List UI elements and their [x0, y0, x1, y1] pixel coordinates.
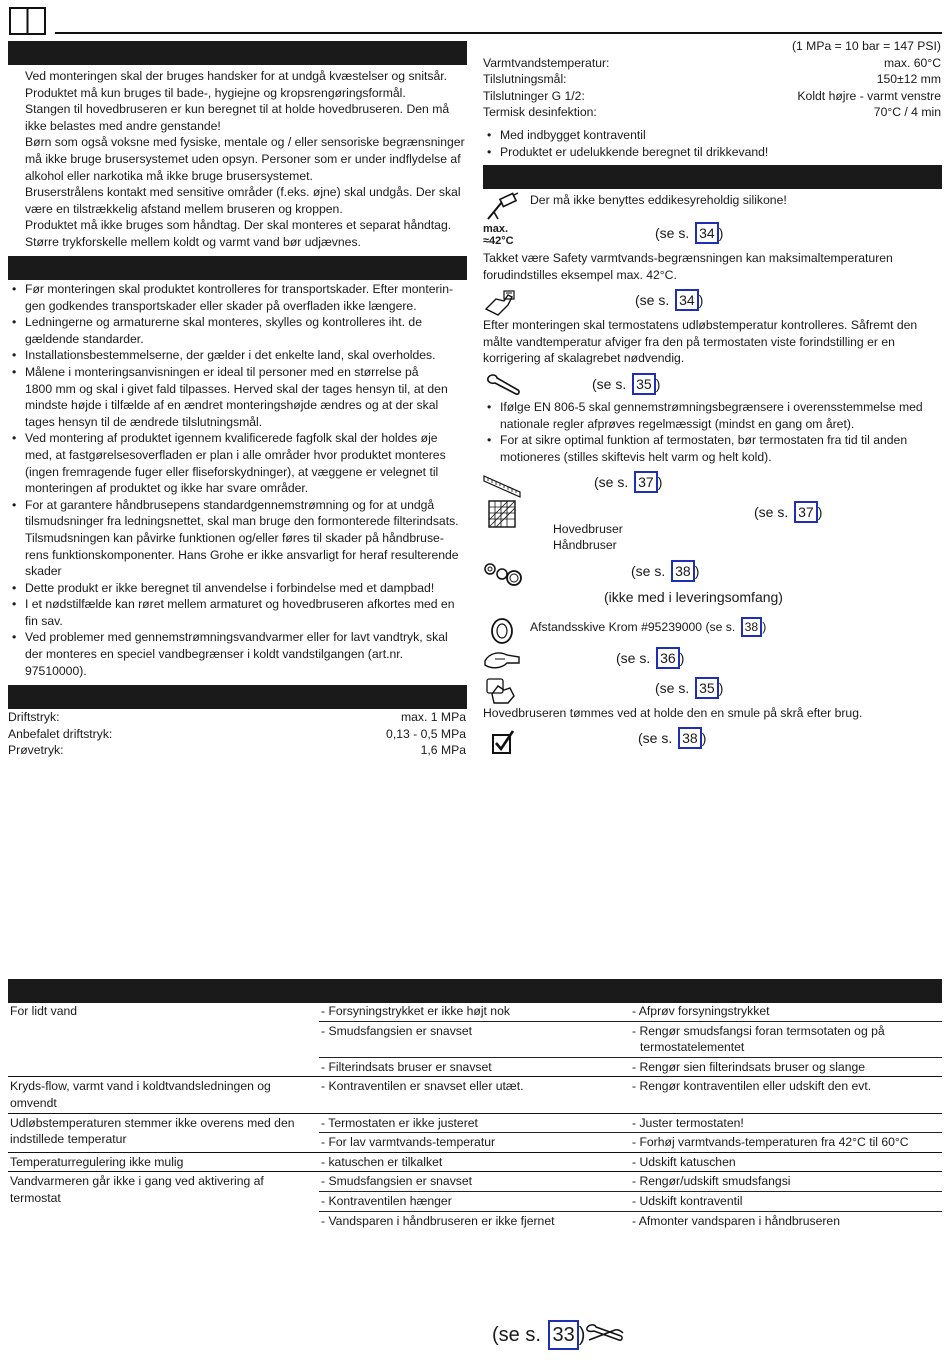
spec-row: Varmtvandstemperatur: max. 60°C [483, 55, 941, 70]
link-page-35[interactable]: 35 [632, 373, 656, 395]
footer-page-reference: (se s. 33 ) [492, 1320, 585, 1350]
cause-cell: - katuschen er tilkalket [319, 1152, 630, 1172]
remedy-cell: - Udskift kontraventil [630, 1191, 942, 1211]
drain-text: Hovedbruseren tømmes ved at holde den en smule på skrå efter brug. [483, 706, 863, 720]
problem-cell: Vandvarmeren går ikke i gang ved aktivering af termostat [10, 1174, 264, 1205]
safety-line: Produktet må ikke bruges som håndtag. Der skal monteres et separat håndtag. [25, 218, 452, 233]
cause-cell: - Forsyningstrykket er ikke højt nok [319, 1002, 630, 1021]
list-item: • Ved problemer med gennemstrømningsvandvarmer eller for lavt vandtryk, skal der monteres en speciel vandbegrænser i koldt vandstilgangen (art.nr. 97510000). [8, 629, 468, 679]
cleaning-hand-icon [483, 647, 521, 673]
safety-line: må ikke bruge brusersystemet uden opsyn. Personer som er under indflydelse af [25, 151, 461, 166]
list-item: • Produktet er udelukkende beregnet til drikkevand! [483, 144, 941, 161]
link-page-34[interactable]: 34 [675, 289, 699, 311]
list-item: • Før monteringen skal produktet kontrolleres for transportskader. Efter monterin- gen godkendes transportskader eller skader på overfladen ikke længere. [8, 281, 468, 314]
remedy-cell: - Juster termostaten! [630, 1113, 942, 1133]
safety-line: Stangen til hovedbruseren er kun beregnet til at holde hovedbruseren. Den må [25, 102, 450, 117]
remedy-cell: - Rengør kontraventilen eller udskift den evt. [630, 1077, 942, 1113]
cause-cell: - Vandsparen i håndbruseren er ikke fjernet [321, 1213, 555, 1228]
ruler-icon [483, 470, 521, 498]
remedy-cell: - Afprøv forsyningstrykket [630, 1002, 942, 1021]
page-reference: (se s. 38 ) [638, 727, 706, 749]
list-item: • Dette produkt er ikke beregnet til anvendelse i forbindelse med et dampbad! [8, 580, 468, 597]
spacer-disc-text: Afstandsskive Krom #95239000 (se s. 38 ) [530, 617, 766, 637]
cause-cell: - Kontraventilen er snavset eller utæt. [319, 1077, 630, 1113]
link-page-35[interactable]: 35 [695, 677, 719, 699]
safety-line: Produktet må kun bruges til bade-, hygiejne og kropsrengøringsformål. [25, 85, 406, 100]
list-item: • For at sikre optimal funktion af termostaten, bør termostaten fra tid til anden motioneres (stilles skiftevis helt varm og helt kold). [483, 432, 941, 465]
table-row [8, 1113, 942, 1133]
troubleshooting-table [8, 1002, 942, 1230]
list-item: • Installationsbestemmelserne, der gælder i det enkelte land, skal overholdes. [8, 347, 468, 364]
spec-row: Tilslutningsmål: 150±12 mm [483, 72, 941, 87]
section-bar-troubleshooting [8, 979, 942, 1003]
link-page-37[interactable]: 37 [634, 471, 658, 493]
thermostat-check-text: Efter monteringen skal termostatens udløbstemperatur kontrolleres. Såfremt den målte vandtemperatur afviger fra den på termostaten viste forindstilling er en korrigering af skalagrebet nødvendig. [483, 318, 918, 366]
book-icon [9, 7, 46, 35]
safety-line: Ved monteringen skal der bruges handsker for at undgå kvæstelser og snitsår. [25, 69, 448, 83]
problem-cell: Udløbstemperaturen stemmer ikke overens med den indstillede temperatur [8, 1113, 319, 1152]
link-page-38[interactable]: 38 [671, 560, 695, 582]
tools-icon [585, 1322, 625, 1346]
pressure-note: (1 MPa = 10 bar = 147 PSI) [791, 39, 941, 53]
safety-line: ikke belastes med andre genstande! [25, 118, 221, 133]
spec-row: Driftstryk: max. 1 MPa [8, 710, 466, 724]
thermostat-adjust-icon [484, 289, 518, 317]
safety-line: Bruserstrålens kontakt med sensitive områder (f.eks. øjne) skal undgås. Der skal [25, 185, 461, 200]
spray-pattern-icon [488, 500, 516, 528]
page-reference: (se s. 35 ) [655, 677, 723, 699]
remedy-cell: - Forhøj varmtvands-temperaturen fra 42°C til 60°C [630, 1133, 942, 1153]
table-row [8, 1152, 942, 1172]
link-page-36[interactable]: 36 [656, 647, 680, 669]
wrench-icon [484, 372, 522, 398]
spacer-ring-icon [489, 616, 515, 646]
list-item: • Ledningerne og armaturerne skal monteres, skylles og kontrolleres iht. de gældende standarder. [8, 314, 468, 347]
problem-cell: Temperaturregulering ikke mulig [8, 1152, 319, 1172]
technical-data-right [483, 38, 941, 160]
cause-cell: - Kontraventilen hænger [319, 1191, 630, 1211]
silicone-gun-icon [484, 192, 520, 222]
silicone-warning: Der må ikke benyttes eddikesyreholdig silikone! [530, 193, 787, 207]
checklist-icon [491, 729, 515, 755]
list-item: • I et nødstilfælde kan røret mellem armaturet og hovedbruseren afkortes med en fin sav. [8, 596, 468, 629]
section-bar-installation [8, 256, 467, 280]
problem-cell: For lidt vand [8, 1002, 319, 1077]
label-hovedbruser: Hovedbruser [553, 522, 623, 536]
operation-hand-icon [484, 676, 518, 704]
page-reference: (se s. 37 ) [754, 501, 822, 523]
label-handbruser: Håndbruser [553, 538, 617, 552]
page-reference: (se s. 38 ) [631, 560, 699, 582]
list-item: • For at garantere håndbrusерens standardgennemstrømning og for at undgå tilsmudsninger fra ledningsnettet, skal man bruge den formonterede filterindsats. Tilsmudsningen kan påvirke funktionen og/eller føres til skader på håndbruse- rens funktionskomponenter. Hans Grohe er ikke ansvarligt for heraf resulterende skader [8, 497, 468, 580]
problem-cell: Kryds-flow, varmt vand i koldtvandsledningen og omvendt [8, 1077, 319, 1113]
remedy-cell: - Udskift katuschen [630, 1152, 942, 1172]
table-row [8, 1172, 942, 1192]
link-page-34[interactable]: 34 [695, 222, 719, 244]
page-reference: (se s. 35 ) [592, 373, 660, 395]
spec-row: Tilslutninger G 1/2: Koldt højre - varmt venstre [483, 88, 941, 103]
list-item: • Ved montering af produktet igennem kvalificerede fagfolk skal der holdes øje med, at fastgørelsesoverfladen er plan i alle områder hvor produktet monteres (ingen fremragende fuger eller fliseforskydninger), at væggene er velegnet til monteringen af produktet og ikke har svare områder. [8, 430, 468, 496]
link-page-38[interactable]: 38 [678, 727, 702, 749]
cause-cell: - For lav varmtvands-temperatur [319, 1133, 630, 1153]
remedy-cell: - Rengør sien filterindsats bruser og slange [630, 1057, 942, 1077]
link-page-37[interactable]: 37 [794, 501, 818, 523]
table-row [8, 1077, 942, 1113]
safety-line: Større trykforskelle mellem koldt og varmt vand bør udjævnes. [25, 234, 361, 249]
table-row [8, 1002, 942, 1021]
section-bar-technical [8, 685, 467, 709]
page-reference: (se s. 37 ) [594, 471, 662, 493]
remedy-cell: - Rengør/udskift smudsfangsi [630, 1172, 942, 1192]
spec-row: Anbefalet driftstryk: 0,13 - 0,5 MPa [8, 726, 466, 741]
technical-data-left [8, 709, 466, 759]
spec-row: Prøvetryk: 1,6 MPa [8, 743, 466, 758]
cause-cell: - Smudsfangsien er snavset [319, 1021, 630, 1057]
safety-notes [25, 68, 465, 251]
spec-row: Termisk desinfektion: 70°C / 4 min [483, 105, 941, 120]
safety-limit-text: Takket være Safety varmtvands-begrænsningen kan maksimaltemperaturen forudindstilles eksempel max. 42°C. [483, 251, 893, 282]
safety-line: alkohol eller narkotika må ikke bruge brusersystemet. [25, 168, 313, 183]
max-temp-icon: max. ≈42°C [483, 223, 514, 247]
list-item: • Med indbygget kontraventil [483, 127, 941, 144]
cause-cell: - Termostaten er ikke justeret [319, 1113, 630, 1133]
safety-line: Børn som også voksne med fysiske, mentale og / eller sensoriske begrænsninger [25, 135, 465, 150]
spare-parts-icon [483, 561, 523, 587]
maintenance-notes [483, 399, 941, 465]
section-bar-safety [8, 41, 467, 65]
page-reference: (se s. 36 ) [616, 647, 684, 669]
remedy-cell: - Afmonter vandsparen i håndbruseren [632, 1213, 840, 1228]
not-included-note: (ikke med i leveringsomfang) [604, 589, 783, 605]
installation-notes [8, 281, 468, 679]
page-reference: (se s. 34 ) [635, 289, 703, 311]
safety-line: være en tilstrækkelig afstand mellem bruseren og kroppen. [25, 201, 343, 216]
section-bar-right [483, 165, 942, 189]
remedy-cell: - Rengør smudsfangsi foran termsotaten og på termostatelementet [630, 1021, 942, 1057]
list-item: • Ifølge EN 806-5 skal gennemstrømningsbegrænsere i overensstemmelse med nationale regler afprøves regelmæssigt (mindst en gang om året). [483, 399, 941, 432]
list-item: • Målene i monteringsanvisningen er ideal til personer med en størrelse på 1800 mm og skal i givet fald tilpasses. Herved skal der tages hensyn til, at den mindste højde i tilfælde af en ændret monteringshøjde ændres og at der skal tages hensyn til de ændrede tilslutningsmål. [8, 364, 468, 430]
cause-cell: - Filterindsats bruser er snavset [319, 1057, 630, 1077]
link-page-38[interactable]: 38 [741, 617, 763, 637]
cause-cell: - Smudsfangsien er snavset [319, 1172, 630, 1192]
page-reference: (se s. 34 ) [655, 222, 723, 244]
link-page-33[interactable]: 33 [548, 1320, 578, 1350]
header-rule [55, 32, 942, 34]
